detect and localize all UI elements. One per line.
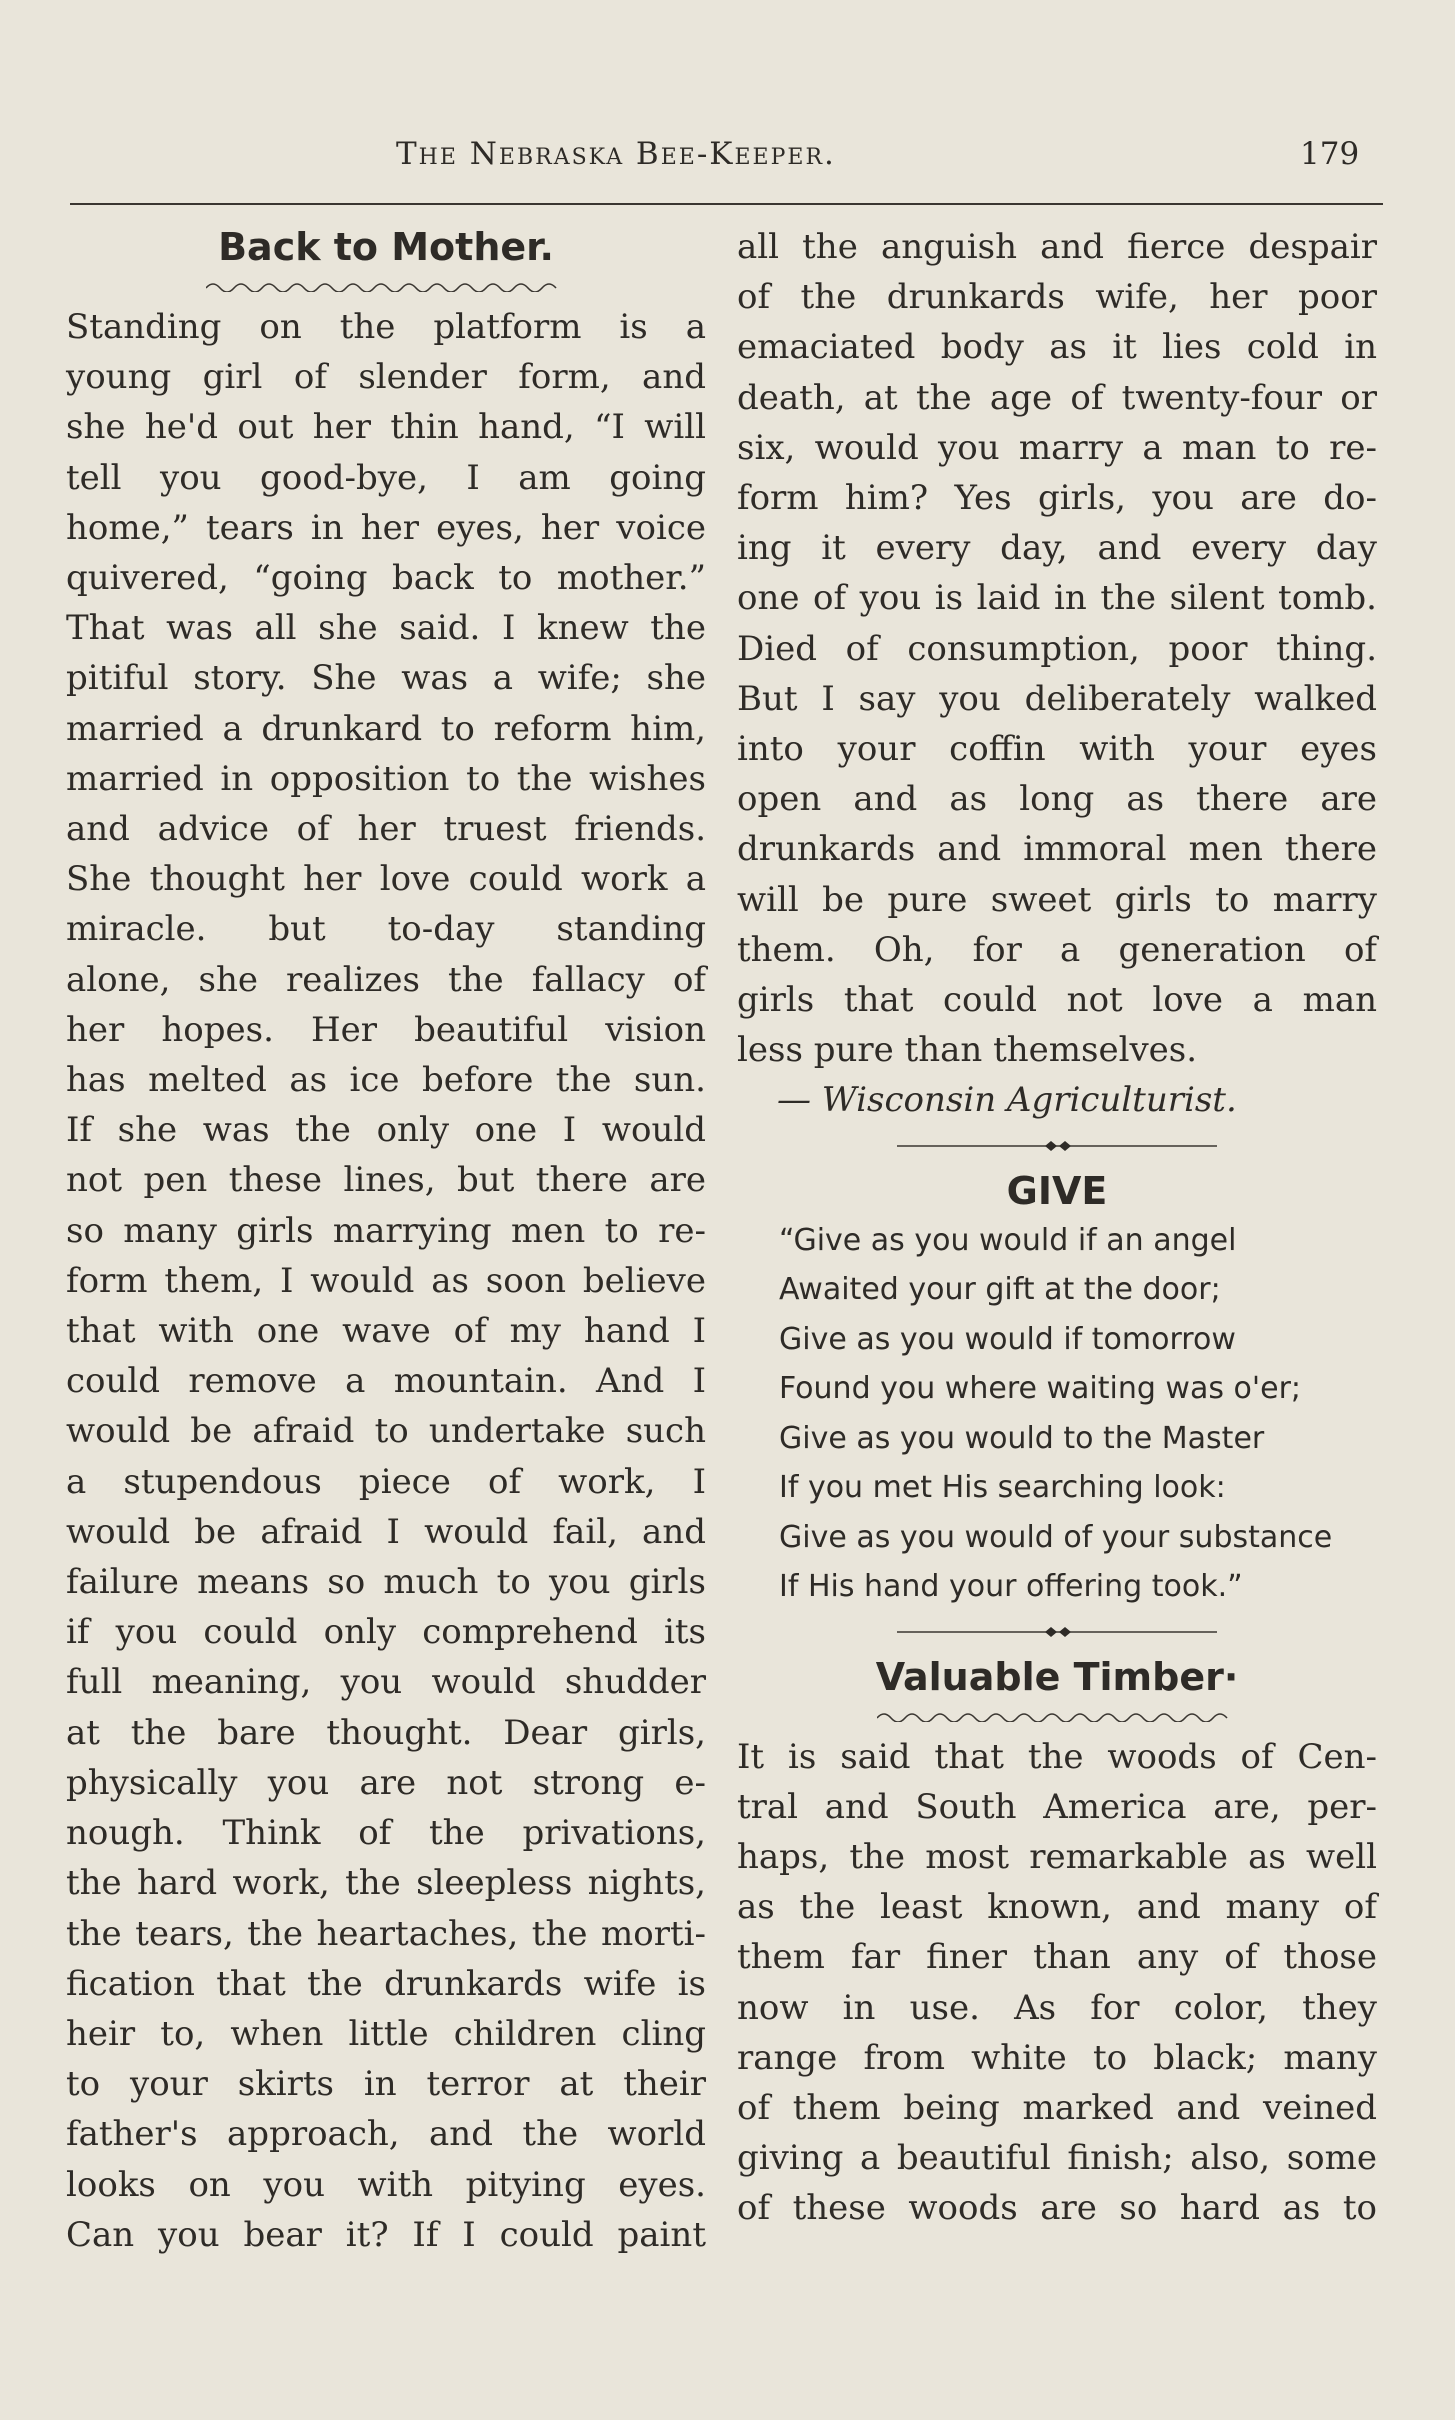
text-line: giving a beautiful finish; also, some [737,2138,1377,2179]
text-line: at the bare thought. Dear girls, [66,1712,706,1753]
article-body-right [737,222,1377,1075]
article-title-valuable-timber: Valuable Timber· [875,1654,1239,1699]
text-line: full meaning, you would shudder [66,1662,706,1703]
text-line: now in use. As for color, they [737,1987,1377,2028]
text-line: them far finer than any of those [737,1937,1377,1978]
text-line: That was all she said. I knew the [66,608,706,649]
squiggle-ornament [206,278,566,292]
text-line: open and as long as there are [737,779,1377,820]
text-line: miracle. but to-day standing [66,909,706,950]
text-line: of them being marked and veined [737,2088,1377,2129]
header-rule [70,203,1383,205]
poem-title: GIVE [1006,1168,1108,1213]
text-line: Found you where waiting was o'er; [779,1371,1302,1407]
text-line: fication that the drunkards wife is [66,1963,706,2004]
text-line: married in opposition to the wishes [66,758,706,799]
text-line: less pure than themselves. [737,1030,1198,1071]
text-line: Can you bear it? If I could paint [66,2214,706,2255]
text-line: she he'd out her thin hand, “I will [66,407,706,448]
text-line: will be pure sweet girls to marry [737,879,1377,920]
text-line: Give as you would if tomorrow [779,1321,1236,1357]
text-line: But I say you deliberately walked [737,678,1377,719]
text-line: tell you good-bye, I am going [66,457,706,498]
left-column [66,222,706,2260]
text-line: to your skirts in terror at their [66,2064,706,2105]
text-line: and advice of her truest friends. [66,809,706,850]
text-line: range from white to black; many [737,2037,1377,2078]
text-line: as the least known, and many of [737,1887,1377,1928]
text-line: If His hand your offering took.” [779,1569,1243,1605]
text-line: could remove a mountain. And I [66,1361,706,1402]
text-line: nough. Think of the privations, [66,1813,706,1854]
text-line: would be afraid I would fail, and [66,1511,706,1552]
text-line: heir to, when little children cling [66,2013,706,2054]
text-line: Standing on the platform is a [66,307,706,347]
text-line: if you could only comprehend its [66,1612,706,1653]
text-line: them. Oh, for a generation of [737,929,1377,970]
text-line: physically you are not strong e- [66,1762,706,1803]
text-line: haps, the most remarkable as well [737,1837,1377,1878]
text-line: drunkards and immoral men there [737,829,1377,870]
text-line: looks on you with pitying eyes. [66,2164,706,2205]
text-line: the hard work, the sleepless nights, [66,1863,706,1904]
right-column [737,222,1377,2234]
divider-ornament [897,1624,1217,1640]
text-line: of these woods are so hard as to [737,2188,1377,2229]
text-line: the tears, the heartaches, the morti- [66,1913,706,1954]
text-line: alone, she realizes the fallacy of [66,959,706,1000]
text-line: married a drunkard to reform him, [66,708,706,749]
running-header [0,128,1455,178]
text-line: all the anguish and fierce despair [737,227,1377,267]
text-line: quivered, “going back to mother.” [66,558,706,599]
text-line: It is said that the woods of Cen- [737,1736,1377,1777]
text-line: Died of consumption, poor thing. [737,628,1377,669]
divider-ornament [897,1138,1217,1154]
text-line: emaciated body as it lies cold in [737,327,1377,368]
text-line: her hopes. Her beautiful vision [66,1009,706,1050]
text-line: so many girls marrying men to re- [66,1210,706,1251]
text-line: not pen these lines, but there are [66,1160,706,1201]
article-source: — Wisconsin Agriculturist. [777,1080,1237,1121]
text-line: If she was the only one I would [66,1110,706,1151]
source-line [737,1075,1377,1125]
text-line: would be afraid to undertake such [66,1411,706,1452]
text-line: failure means so much to you girls [66,1562,706,1603]
text-line: young girl of slender form, and [66,357,706,398]
text-line: If you met His searching look: [779,1470,1226,1506]
journal-title: The Nebraska Bee-Keeper. [396,136,836,172]
text-line: tral and South America are, per- [737,1786,1377,1827]
poem-body [737,1216,1377,1612]
page-number: 179 [1300,136,1360,172]
article-body-timber [737,1732,1377,2234]
text-line: death, at the age of twenty-four or [737,377,1377,418]
text-line: Give as you would of your substance [779,1519,1333,1555]
text-line: a stupendous piece of work, I [66,1461,706,1502]
text-line: that with one wave of my hand I [66,1311,706,1352]
text-line: one of you is laid in the silent tomb. [737,578,1377,619]
text-line: into your coffin with your eyes [737,729,1377,770]
text-line: pitiful story. She was a wife; she [66,658,706,699]
text-line: father's approach, and the world [66,2114,706,2155]
text-line: has melted as ice before the sun. [66,1060,706,1101]
text-line: girls that could not love a man [737,980,1377,1021]
text-line: home,” tears in her eyes, her voice [66,507,706,548]
article-body-left [66,302,706,2260]
text-line: of the drunkards wife, her poor [737,277,1377,318]
text-line: “Give as you would if an angel [779,1222,1237,1258]
article-title-back-to-mother: Back to Mother. [218,225,554,269]
text-line: six, would you marry a man to re- [737,427,1377,468]
text-line: Awaited your gift at the door; [779,1272,1221,1308]
text-line: Give as you would to the Master [779,1420,1265,1456]
squiggle-ornament [877,1708,1237,1722]
text-line: She thought her love could work a [66,859,706,900]
text-line: form them, I would as soon believe [66,1260,706,1301]
text-line: form him? Yes girls, you are do- [737,478,1377,519]
text-line: ing it every day, and every day [737,528,1377,569]
